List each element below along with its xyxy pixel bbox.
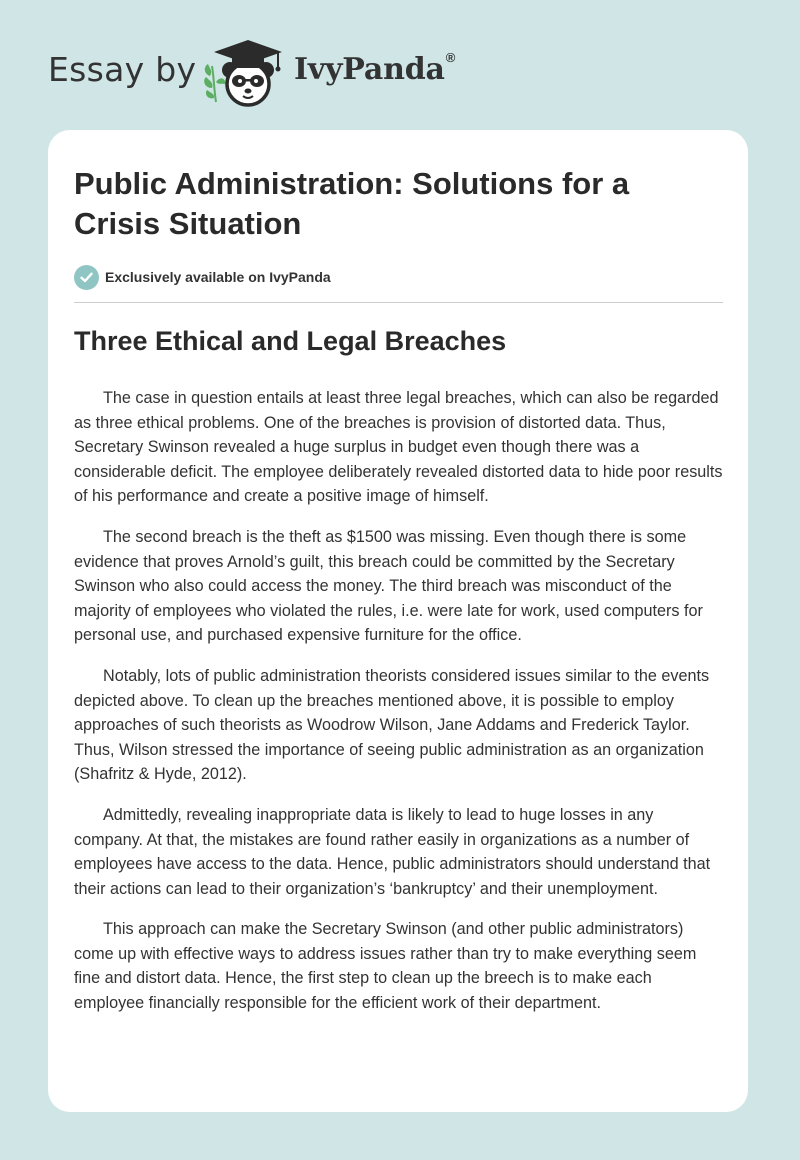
- paragraph: The second breach is the theft as $1500 was missing. Even though there is some evidence that proves Arnold’s guilt, this breach could be committed by the Secretary Swinson who also could access the money. The third breach was misconduct of the majority of employees who violated the rules, i.e. were late for work, used computers for personal use, and purchased expensive furniture for the office.: [74, 527, 703, 645]
- brand-logo[interactable]: [294, 52, 455, 87]
- check-circle-icon: [74, 265, 99, 290]
- panda-logo-icon[interactable]: [200, 36, 292, 108]
- paragraph: Admittedly, revealing inappropriate data is likely to lead to huge losses in any company. At that, the mistakes are found rather easily in organizations as a number of employees have access to the data. Hence, public administrators should understand that their actions can lead to their organization’s ‘bankruptcy’ and their unemployment.: [74, 805, 711, 898]
- exclusive-badge-text: Exclusively available on IvyPanda: [105, 269, 331, 285]
- paragraph: Notably, lots of public administration theorists considered issues similar to the events depicted above. To clean up the breaches mentioned above, it is possible to employ approaches of such theorists as Woodrow Wilson, Jane Addams and Frederick Taylor. Thus, Wilson stressed the importance of seeing public administration as an organization (Shafritz & Hyde, 2012).: [74, 666, 710, 784]
- paragraph: The case in question entails at least three legal breaches, which can also be regarded as three ethical problems. One of the breaches is provision of distorted data. Thus, Secretary Swinson revealed a huge surplus in budget even though there was a considerable deficit. The employee deliberately revealed distorted data to hide poor results of his performance and create a positive image of himself.: [74, 389, 723, 506]
- site-header: [0, 0, 800, 120]
- article-card: [48, 130, 748, 1112]
- essay-by-label: Essay by: [48, 50, 197, 89]
- article-body: [74, 386, 726, 1032]
- title-divider: [74, 302, 723, 303]
- section-heading: Three Ethical and Legal Breaches: [74, 326, 507, 356]
- brand-name: IvyPanda: [294, 52, 445, 87]
- article-title: Public Administration: Solutions for a Crisis Situation: [74, 166, 630, 241]
- paragraph: This approach can make the Secretary Swinson (and other public administrators) come up with effective ways to address issues rather than try to make everything seem fine and distort data. Hence, the first step to clean up the breech is to make each employee financially responsible for the efficient work of their department.: [74, 920, 697, 1013]
- exclusive-badge: [74, 264, 331, 290]
- registered-mark: ®: [445, 50, 456, 65]
